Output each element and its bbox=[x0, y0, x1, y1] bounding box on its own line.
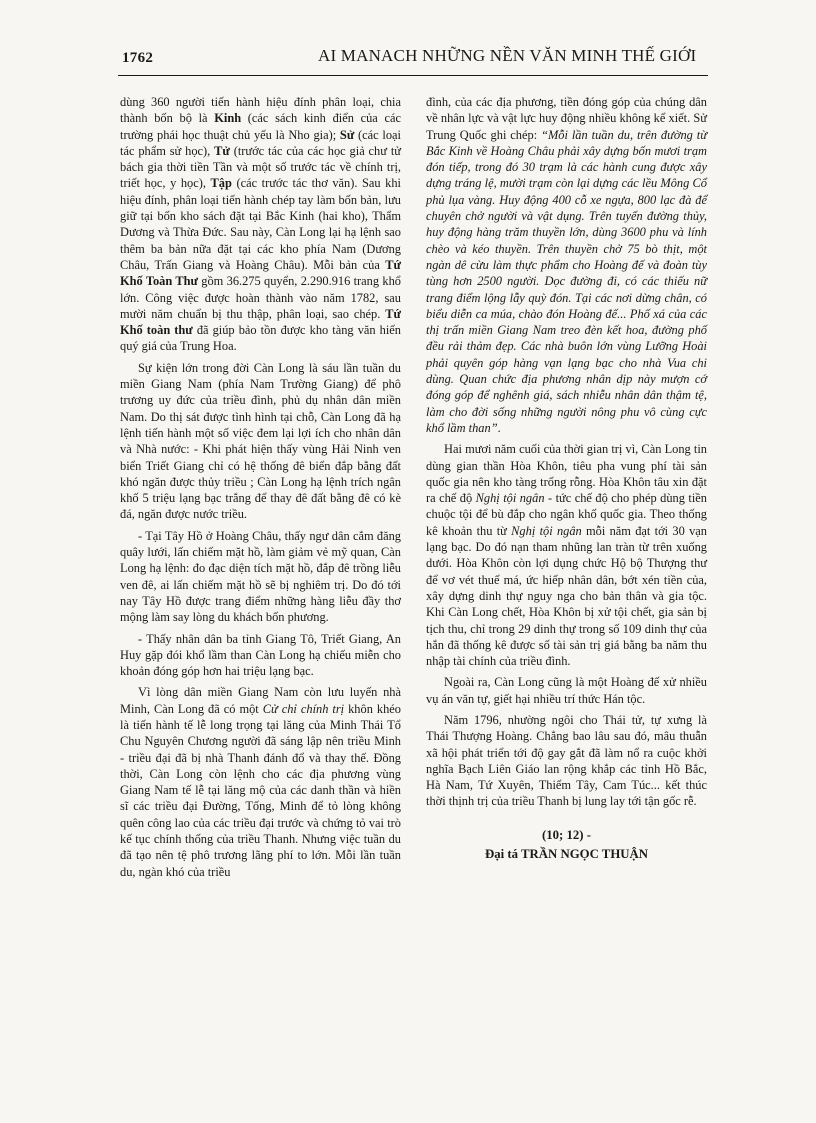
italic-text: Nghị tội ngân bbox=[475, 491, 545, 506]
bold-term: Tập bbox=[210, 176, 232, 191]
text-run: Hai mươi năm cuối của thời gian trị vì, Càn Long tin dùng gian thần Hòa Khôn, tiêu pha vung phí tài sản quốc gia nên kho tàng trống rỗng. Hòa Khôn tâu xin đặt ra chế độ bbox=[426, 442, 707, 506]
paragraph bbox=[426, 674, 707, 707]
running-header: AI MANACH NHỮNG NỀN VĂN MINH THẾ GIỚI bbox=[318, 46, 697, 65]
text-run: - tức chế độ cho phép dùng tiền chuộc tội để bù đắp cho ngân khố quốc gia. Theo thống kê khoản thu từ bbox=[426, 491, 707, 538]
signature-ref: (10; 12) - bbox=[541, 827, 592, 842]
bold-term: Sử bbox=[339, 127, 355, 142]
text-run: Năm 1796, nhường ngôi cho Thái tử, tự xưng là Thái Thượng Hoàng. Chẳng bao lâu sau đó, mâu thuẫn xã hội phát triển tới độ gay gắt đã làm nổ ra cuộc khởi nghĩa Bạch Liên Giáo lan rộng khắp các tỉnh Hồ Bắc, Hà Nam, Tứ Xuyên, Thiểm Tây, Cam Túc... kết thúc thời thịnh trị của triều Thanh bị lung lay tới tận gốc rễ. bbox=[426, 712, 707, 809]
italic-text: Cử chỉ chính trị bbox=[262, 701, 345, 716]
text-run: Ngoài ra, Càn Long cũng là một Hoàng đế xử nhiều vụ án văn tự, giết hại nhiều trí thức Hán tộc. bbox=[426, 675, 707, 706]
text-run: dùng 360 người tiến hành hiệu đính phân loại, chia thành bốn bộ là bbox=[120, 95, 401, 126]
paragraph bbox=[120, 631, 401, 680]
paragraph bbox=[120, 528, 401, 626]
text-run: gồm 36.275 quyển, 2.290.916 trang khổ lớn. Công việc được hoàn thành vào năm 1782, sau mười năm chuẩn bị thu thập, phân loại, sao chép. bbox=[120, 274, 401, 321]
bold-term: Kinh bbox=[214, 111, 242, 126]
text-run: . bbox=[497, 420, 501, 435]
paragraph bbox=[426, 712, 707, 810]
page-number: 1762 bbox=[122, 50, 154, 66]
paragraph bbox=[120, 360, 401, 523]
text-run: (các sách kinh điển của các trường phái học thuật chủ yếu là Nho gia); bbox=[120, 111, 401, 142]
left-column bbox=[120, 94, 401, 880]
text-run: (các loại tác phẩm sử học), bbox=[120, 127, 401, 158]
text-run: Vì lòng dân miền Giang Nam còn lưu luyến nhà Minh, Càn Long đã có một bbox=[120, 685, 401, 716]
header-rule bbox=[118, 75, 708, 76]
signature-author: Đại tá TRẦN NGỌC THUẬN bbox=[484, 846, 649, 861]
paragraph bbox=[120, 684, 401, 880]
paragraph bbox=[120, 94, 401, 355]
paragraph bbox=[426, 441, 707, 669]
paragraph bbox=[426, 94, 707, 436]
italic-text: Nghị tội ngân bbox=[511, 523, 582, 538]
text-run: khôn khéo là tiến hành tế lễ long trọng tại lăng của Minh Thái Tổ Chu Nguyên Chương người đã sáng lập nên triều Minh - triều đại đã bị nhà Thanh đánh đổ và thay thế. Đồng thời, Càn Long còn lệnh cho các địa phương vùng Giang Nam tế lễ tại lăng mộ của các danh thần và hiền sĩ các triều đại Đường, Tống, Minh để tỏ lòng không quên công lao của các triều đại trước và chứng tỏ vai trò kế tục chính thống của triều Thanh. Nhưng việc tuần du đã tạo nên tệ phô trương lãng phí to lớn. Mỗi lần tuần du, ngàn khó của triều bbox=[120, 701, 401, 879]
text-run: (các trước tác thơ văn). Sau khi hiệu đính, phân loại tiến hành chép tay làm bốn bản, lưu giữ tại bốn kho sách đặt tại Bắc Kinh (hai kho), Thẩm Dương và Thừa Đức. Sau này, Càn Long lại hạ lệnh sao thêm ba bản nữa đặt tại các kho phía Nam (Dương Châu, Trấn Giang và Hoàng Châu). Mỗi bản của bbox=[120, 176, 401, 272]
right-column bbox=[426, 94, 707, 864]
bold-term: Tứ Khố Toàn Thư bbox=[120, 257, 401, 289]
text-run: đã giúp bảo tồn được kho tàng văn hiến quý giá của Trung Hoa. bbox=[120, 323, 402, 354]
bold-term: Tứ Khố toàn thư bbox=[120, 306, 401, 338]
text-run: mỗi năm đạt tới 30 vạn lạng bạc. Do đó nạn tham nhũng lan tràn từ trên xuống dưới. Hòa Khôn còn lợi dụng chức Hộ bộ Thượng thư để vơ vét thuế má, ức hiếp nhân dân, bớt xén tiền của, xây dựng dinh thự nguy nga cho bản thân và gia tộc. Khi Càn Long chết, Hòa Khôn bị xử tội chết, gia sản bị tịch thu, chỉ trong 29 dinh thự trong số 109 dinh thự của hắn đã thống kê được số tài sản trị giá bằng ba năm thu nhập tài chính của triều đình. bbox=[426, 523, 707, 669]
text-run: - Tại Tây Hồ ở Hoàng Châu, thấy ngư dân cắm đăng quây lưới, lấn chiếm mặt hồ, làm giảm vẻ mỹ quan, Càn Long hạ lệnh: đo đạc diện tích mặt hồ, đắp đê trồng liễu ven đê, ai lấn chiếm mặt hồ sẽ bị nghiêm trị. Do đó tới nay Tây Hồ được trang điểm những hàng liễu đầy thơ mộng làm say lòng du khách bốn phương. bbox=[120, 528, 401, 625]
text-run: - Thấy nhân dân ba tỉnh Giang Tô, Triết Giang, An Huy gặp đói khổ lầm than Càn Long hạ chiếu miễn cho khoản đóng góp hơn hai triệu lạng bạc. bbox=[120, 631, 401, 679]
text-run: Sự kiện lớn trong đời Càn Long là sáu lần tuần du miền Giang Nam (phía Nam Trường Giang) để phô trương uy đức của triều đình, phủ dụ nhân dân miền Nam. Do thị sát được tình hình tại chỗ, Càn Long đã hạ lệnh tiến hành một số việc đem lại lợi ích cho nhân dân và Nhà nước: - Khi phát hiện thấy vùng Hải Ninh ven biển Triết Giang chỉ có hệ thống đê biển đắp bằng đất khó ngăn được thủy triều ; Càn Long hạ lệnh trích ngân khố 5 triệu lạng bạc trắng để thay đê đất bằng đê có kè đá, ngăn được nước triều. bbox=[120, 360, 401, 522]
italic-text: “Mỗi lần tuần du, trên đường từ Bắc Kinh về Hoàng Châu phải xây dựng bốn mươi trạm đón tiếp, trong đó 30 trạm là các hành cung được xây dựng tráng lệ, mười trạm còn lại dựng các lều Mông Cổ phủ lụa vàng. Huy động 400 cỗ xe ngựa, 800 lạc đà để chuyên chở người và vật dụng. Trên tuyến đường thủy, huy động hàng trăm thuyền lớn, dùng 3600 phu và lính chèo và kéo thuyền. Trên thuyền chở 75 bò thịt, một ngàn dê cừu làm thực phẩm cho Hoàng đế và đoàn tùy tùng hơn 2500 người. Dọc đường đi, có các thiếu nữ trang điểm lộng lẫy quỳ đón. Tại các nơi dừng chân, có biểu diễn ca múa, chào đón Hoàng đế... Phố xá của các thị trấn miền Giang Nam treo đèn kết hoa, đường phố đều rải thảm đẹp. Các nhà buôn lớn vùng Lưỡng Hoài phải quyên góp hàng vạn lạng bạc cho nhà Vua chi dùng. Quan chức địa phương nhân dịp này mượn cớ đóng góp để nghênh giá, sách nhiễu nhân dân thậm tệ, làm cho đời sống những người nông phu vô cùng cực khổ lầm than” bbox=[426, 127, 707, 435]
text-run: đình, của các địa phương, tiền đóng góp của chúng dân về nhân lực và vật lực huy động nhiều không kể xiết. Sử Trung Quốc ghi chép: bbox=[426, 95, 707, 142]
bold-term: Tử bbox=[214, 143, 230, 158]
text-run: (trước tác của các học giả chư tử bách gia thời tiền Tần và một số trước tác về chính trị, triết học, y học), bbox=[120, 143, 402, 191]
signature bbox=[426, 826, 707, 864]
